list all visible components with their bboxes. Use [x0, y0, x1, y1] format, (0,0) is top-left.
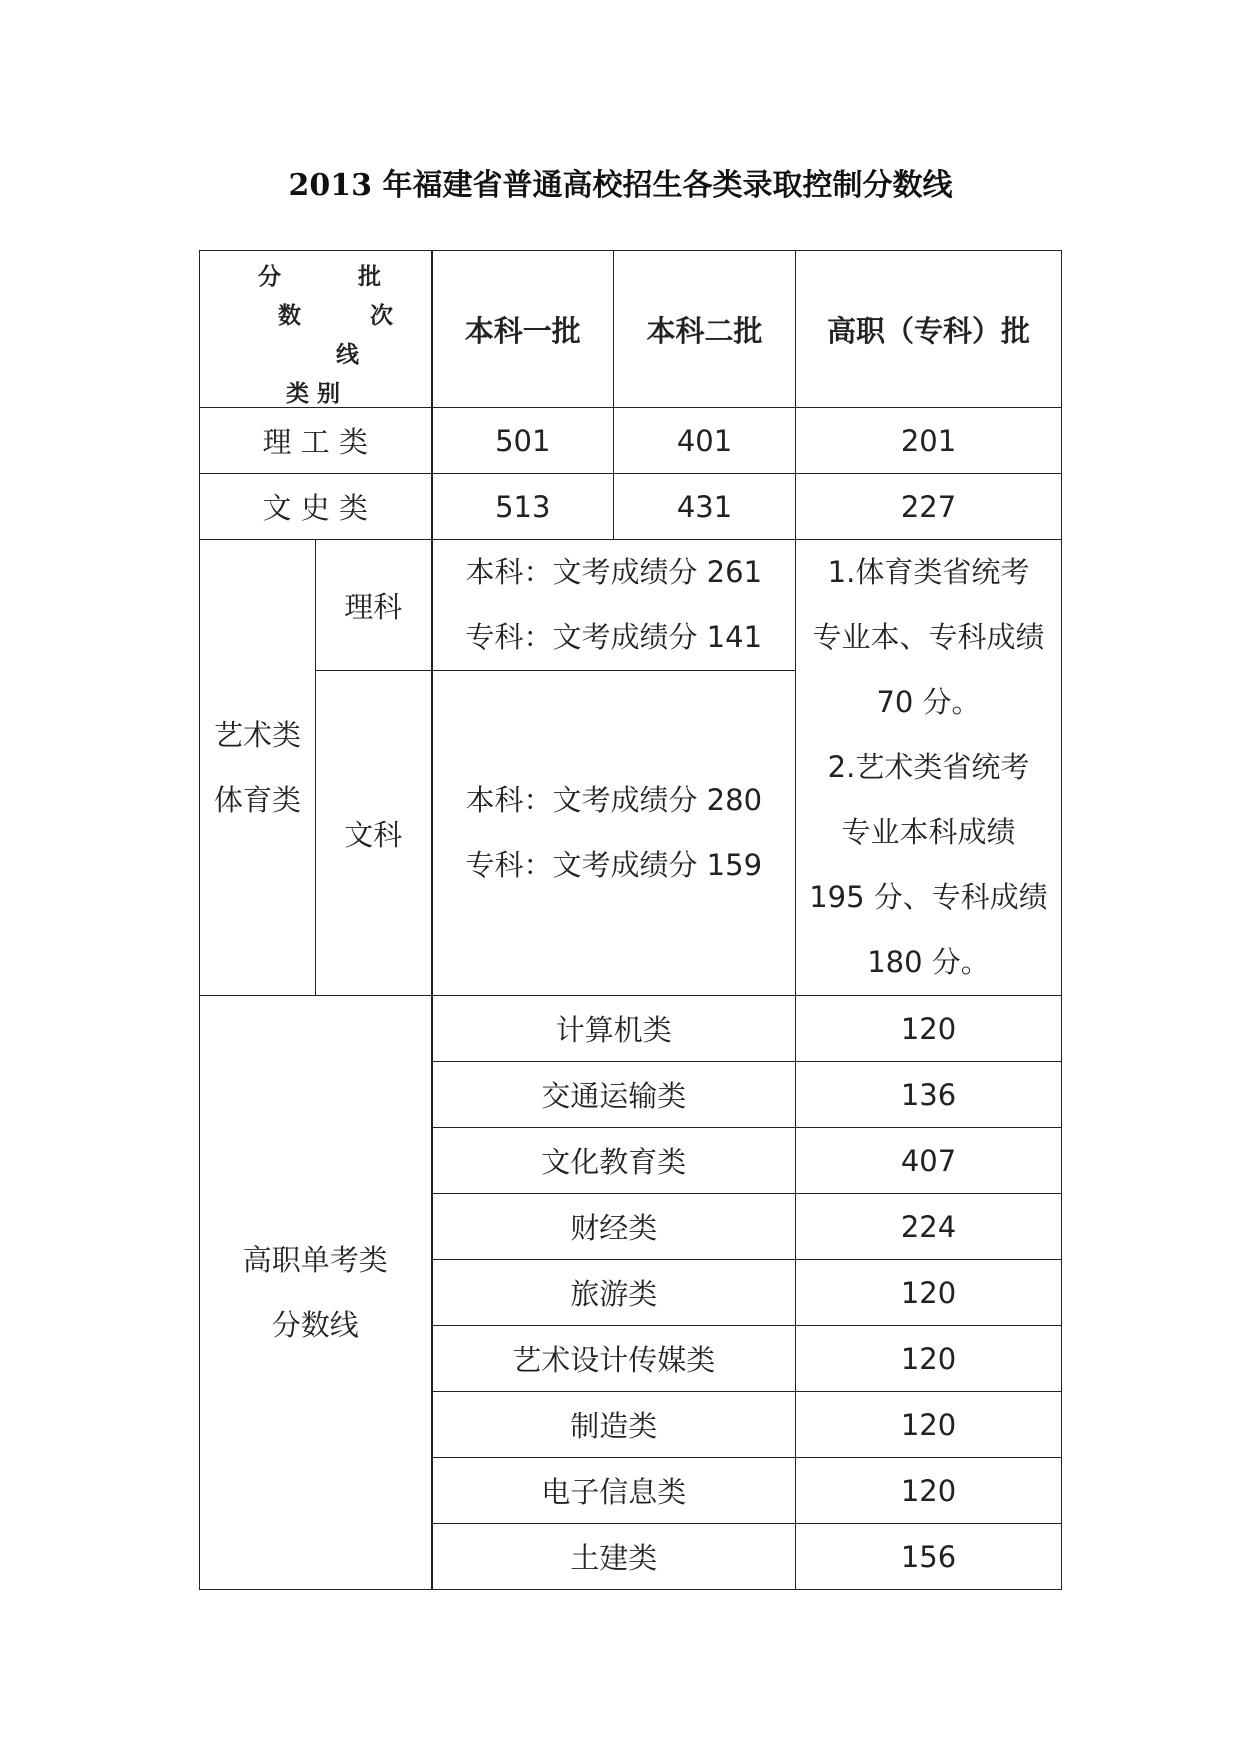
- note-line: 70 分。: [876, 685, 981, 719]
- vocational-category: 土建类: [432, 1524, 796, 1590]
- benke1-score: 501: [432, 408, 614, 474]
- page-title: 2013 年福建省普通高校招生各类录取控制分数线: [288, 168, 953, 203]
- like-scores: [432, 540, 796, 671]
- note-line: 专业本科成绩: [841, 815, 1016, 849]
- corner-leibie: 类 别: [286, 381, 341, 407]
- like-label: 理科: [316, 540, 432, 671]
- header-row: [200, 251, 1062, 408]
- corner-xian: 线: [336, 342, 359, 368]
- benke1-score: 513: [432, 474, 614, 540]
- header-benke1: 本科一批: [432, 251, 614, 408]
- arts-notes: [796, 540, 1062, 996]
- vocational-score: 120: [796, 996, 1062, 1062]
- vocational-label-line2: 分数线: [271, 1307, 359, 1342]
- like-benke-line: 本科：文考成绩分 261: [465, 555, 763, 589]
- gaozhi-score: 201: [796, 408, 1062, 474]
- category-label: 文 史 类: [200, 474, 432, 540]
- note-line: 195 分、专科成绩: [809, 880, 1048, 914]
- header-benke2: 本科二批: [614, 251, 796, 408]
- corner-ci: 次: [370, 303, 393, 329]
- table-row: [200, 996, 1062, 1062]
- vocational-score: 120: [796, 1260, 1062, 1326]
- sports-label: 体育类: [213, 782, 301, 817]
- vocational-score: 120: [796, 1392, 1062, 1458]
- vocational-category: 交通运输类: [432, 1062, 796, 1128]
- wenke-benke-line: 本科：文考成绩分 280: [465, 783, 763, 817]
- score-table: [199, 250, 1062, 1590]
- corner-shu: 数: [278, 303, 301, 329]
- note-line: 180 分。: [867, 945, 990, 979]
- vocational-score: 120: [796, 1326, 1062, 1392]
- arts-like-row: [200, 540, 1062, 671]
- benke2-score: 401: [614, 408, 796, 474]
- corner-pi: 批: [358, 264, 381, 290]
- wenke-zhuanke-line: 专科：文考成绩分 159: [465, 848, 763, 882]
- vocational-label-line1: 高职单考类: [242, 1242, 388, 1277]
- vocational-category: 计算机类: [432, 996, 796, 1062]
- corner-fen: 分: [258, 264, 281, 290]
- vocational-score: 120: [796, 1458, 1062, 1524]
- note-line: 专业本、专科成绩: [812, 620, 1045, 654]
- note-line: 1.体育类省统考: [827, 555, 1030, 589]
- vocational-category: 电子信息类: [432, 1458, 796, 1524]
- vocational-score: 156: [796, 1524, 1062, 1590]
- gaozhi-score: 227: [796, 474, 1062, 540]
- header-gaozhi: 高职（专科）批: [796, 251, 1062, 408]
- vocational-score: 407: [796, 1128, 1062, 1194]
- vocational-score: 224: [796, 1194, 1062, 1260]
- vocational-category: 旅游类: [432, 1260, 796, 1326]
- benke2-score: 431: [614, 474, 796, 540]
- vocational-label: [200, 996, 432, 1590]
- corner-header-cell: [200, 251, 432, 408]
- vocational-category: 文化教育类: [432, 1128, 796, 1194]
- like-zhuanke-line: 专科：文考成绩分 141: [465, 620, 763, 654]
- arts-label: 艺术类: [213, 717, 301, 752]
- wenke-label: 文科: [316, 671, 432, 996]
- table-row: [200, 474, 1062, 540]
- arts-sports-label: [200, 540, 316, 996]
- category-label: 理 工 类: [200, 408, 432, 474]
- vocational-score: 136: [796, 1062, 1062, 1128]
- note-line: 2.艺术类省统考: [827, 750, 1030, 784]
- vocational-category: 艺术设计传媒类: [432, 1326, 796, 1392]
- vocational-category: 制造类: [432, 1392, 796, 1458]
- wenke-scores: [432, 671, 796, 996]
- vocational-category: 财经类: [432, 1194, 796, 1260]
- table-row: [200, 408, 1062, 474]
